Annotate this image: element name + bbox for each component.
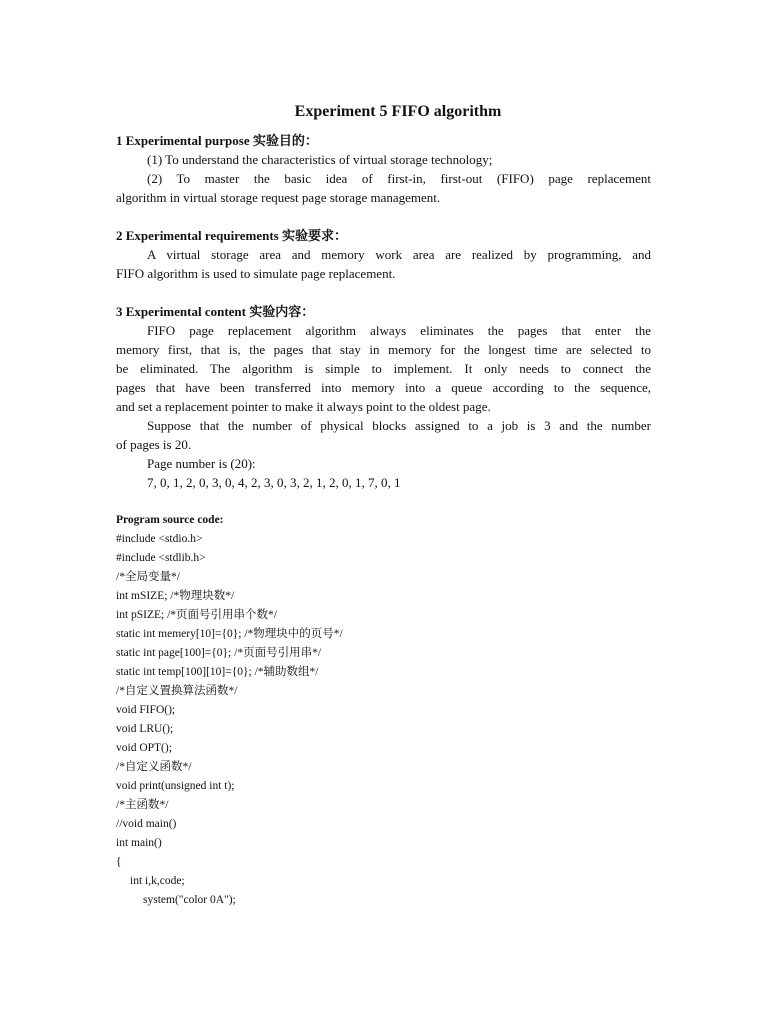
section-heading-content: 3 Experimental content 实验内容： [116, 304, 315, 319]
code-line: #include <stdio.h> [116, 533, 203, 545]
code-line: { [116, 856, 122, 868]
code-line: void FIFO(); [116, 704, 176, 716]
paragraph-line: memory first, that is, the pages that stay in memory for the longest time are selected to [116, 342, 651, 357]
page-reference-string: 7, 0, 1, 2, 0, 3, 0, 4, 2, 3, 0, 3, 2, 1, 2, 0, 1, 7, 0, 1 [147, 475, 401, 490]
code-line: /*自定义置换算法函数*/ [116, 685, 238, 697]
code-line: static int temp[100][10]={0}; /*辅助数组*/ [116, 666, 319, 678]
paragraph-line: (1) To understand the characteristics of virtual storage technology; [147, 152, 493, 167]
paragraph-gap [116, 207, 651, 226]
code-line: int pSIZE; /*页面号引用串个数*/ [116, 609, 277, 621]
paragraph-line: Suppose that the number of physical blocks assigned to a job is 3 and the number [147, 418, 651, 433]
document-body [116, 131, 651, 492]
paragraph-line: Page number is (20): [147, 456, 256, 471]
code-line: int i,k,code; [130, 875, 185, 887]
code-line: //void main() [116, 818, 177, 830]
paragraph-line: pages that have been transferred into memory into a queue according to the sequence, [116, 380, 651, 395]
source-code-block [116, 511, 651, 910]
code-line: int mSIZE; /*物理块数*/ [116, 590, 235, 602]
code-line: void print(unsigned int t); [116, 780, 235, 792]
paragraph-line: algorithm in virtual storage request page storage management. [116, 190, 441, 205]
code-heading: Program source code: [116, 514, 224, 526]
paragraph-line: be eliminated. The algorithm is simple to implement. It only needs to connect the [116, 361, 651, 376]
code-line: /*自定义函数*/ [116, 761, 192, 773]
code-line: void LRU(); [116, 723, 174, 735]
code-line: static int memery[10]={0}; /*物理块中的页号*/ [116, 628, 343, 640]
paragraph-line: FIFO page replacement algorithm always eliminates the pages that enter the [147, 323, 651, 338]
code-line: /*主函数*/ [116, 799, 169, 811]
document-title: Experiment 5 FIFO algorithm [294, 103, 502, 120]
paragraph-line: A virtual storage area and memory work area are realized by programming, and [147, 247, 651, 262]
paragraph-line: of pages is 20. [116, 437, 192, 452]
paragraph-line: FIFO algorithm is used to simulate page replacement. [116, 266, 396, 281]
section-heading-requirements: 2 Experimental requirements 实验要求： [116, 228, 347, 243]
paragraph-gap [116, 283, 651, 302]
code-line: system("color 0A"); [143, 894, 236, 906]
paragraph-line: (2) To master the basic idea of first-in, first-out (FIFO) page replacement [147, 171, 651, 186]
code-line: void OPT(); [116, 742, 172, 754]
code-line: static int page[100]={0}; /*页面号引用串*/ [116, 647, 322, 659]
code-line: /*全局变量*/ [116, 571, 180, 583]
code-line: int main() [116, 837, 162, 849]
paragraph-line: and set a replacement pointer to make it always point to the oldest page. [116, 399, 491, 414]
code-line: #include <stdlib.h> [116, 552, 206, 564]
section-heading-purpose: 1 Experimental purpose 实验目的： [116, 133, 318, 148]
